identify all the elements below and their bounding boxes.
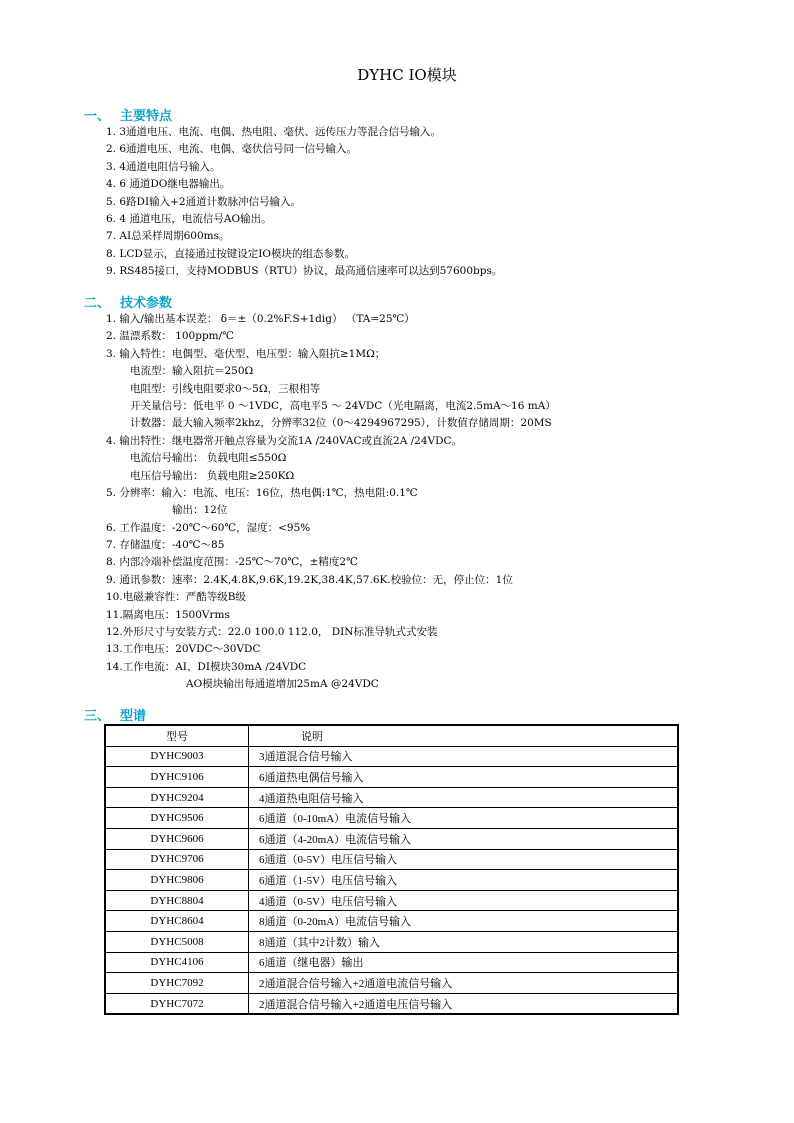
tech-param-line: 电流型：输入阻抗＝250Ω xyxy=(130,365,254,378)
tech-param-line: 2. 温漂系数： 100ppm/℃ xyxy=(106,330,234,343)
section-label: 主要特点 xyxy=(120,109,173,124)
tech-param-line: 7. 存储温度：-40℃～85 xyxy=(106,539,225,552)
table-header-row xyxy=(105,725,678,746)
feature-item: 1. 3通道电压、电流、电偶、热电阻、毫伏、远传压力等混合信号输入。 xyxy=(106,126,442,138)
section-number: 二、 xyxy=(84,296,111,311)
tech-param-line: 4. 输出特性：继电器常开触点容量为交流1A /240VAC或直流2A /24VDC。 xyxy=(106,434,463,447)
description-cell: 6通道（0-5V）电压信号输入 xyxy=(249,849,679,870)
table-row xyxy=(105,787,678,808)
tech-param-line: 8. 内部冷端补偿温度范围：-25℃～70℃，±精度2℃ xyxy=(106,556,358,569)
tech-params-list xyxy=(106,311,556,694)
model-cell: DYHC8804 xyxy=(105,890,249,911)
table-row xyxy=(105,973,678,994)
table-row xyxy=(105,828,678,849)
table-row xyxy=(105,808,678,829)
table-row xyxy=(105,767,678,788)
model-cell: DYHC9106 xyxy=(105,767,249,788)
tech-param-line: 电压信号输出： 负载电阻≥250KΩ xyxy=(130,469,295,482)
feature-item: 2. 6通道电压、电流、电偶、毫伏信号同一信号输入。 xyxy=(106,143,358,156)
tech-param-line: 开关量信号：低电平 0 ～1VDC，高电平5 ～ 24VDC（光电隔离，电流2.5mA～16 mA） xyxy=(130,399,556,412)
description-cell: 4通道热电阻信号输入 xyxy=(249,787,679,808)
model-table xyxy=(104,724,679,1015)
model-cell: DYHC7092 xyxy=(105,973,249,994)
table-row xyxy=(105,746,678,767)
tech-param-line: 11.隔离电压：1500Vrms xyxy=(106,608,230,621)
tech-param-line: 6. 工作温度：-20℃～60℃，湿度：<95% xyxy=(106,521,311,534)
description-cell: 3通道混合信号输入 xyxy=(249,746,679,767)
description-cell: 6通道（1-5V）电压信号输入 xyxy=(249,870,679,891)
model-cell: DYHC9806 xyxy=(105,870,249,891)
feature-item: 4. 6 通道DO继电器输出。 xyxy=(106,178,231,191)
tech-param-line: 电流信号输出： 负载电阻≤550Ω xyxy=(130,452,287,465)
page-title: DYHC IO模块 xyxy=(357,66,457,84)
tech-param-line: AO模块输出每通道增加25mA @24VDC xyxy=(186,678,379,691)
table-row xyxy=(105,849,678,870)
feature-item: 3. 4通道电阻信号输入。 xyxy=(106,160,221,173)
table-row xyxy=(105,931,678,952)
model-cell: DYHC8604 xyxy=(105,911,249,932)
tech-param-line: 9. 通讯参数：速率：2.4K,4.8K,9.6K,19.2K,38.4K,57.6K.校验位：无，停止位：1位 xyxy=(106,573,513,586)
table-row xyxy=(105,952,678,973)
model-cell: DYHC9706 xyxy=(105,849,249,870)
tech-param-line: 5. 分辨率：输入：电流、电压：16位，热电偶:1℃，热电阻:0.1℃ xyxy=(106,486,418,499)
section-number: 三、 xyxy=(84,709,111,724)
feature-item: 5. 6路DI输入+2通道计数脉冲信号输入。 xyxy=(106,195,302,208)
model-cell: DYHC9606 xyxy=(105,828,249,849)
section-heading-models xyxy=(84,705,146,724)
description-cell: 8通道（其中2计数）输入 xyxy=(249,931,679,952)
section-heading-features xyxy=(84,105,172,124)
description-cell: 2通道混合信号输入+2通道电压信号输入 xyxy=(249,993,679,1014)
description-cell: 6通道（0-10mA）电流信号输入 xyxy=(249,808,679,829)
table-row xyxy=(105,993,678,1014)
description-cell: 6通道热电偶信号输入 xyxy=(249,767,679,788)
model-cell: DYHC5008 xyxy=(105,931,249,952)
tech-param-line: 计数器：最大输入频率2khz，分辨率32位（0～4294967295），计数值存储周期：20MS xyxy=(130,417,552,430)
feature-item: 8. LCD显示，直接通过按键设定IO模块的组态参数。 xyxy=(106,247,356,260)
features-list xyxy=(106,124,502,281)
model-cell: DYHC7072 xyxy=(105,993,249,1014)
tech-param-line: 1. 输入/输出基本误差： δ＝±（0.2%F.S+1dig） （TA=25℃） xyxy=(106,313,415,325)
table-row xyxy=(105,911,678,932)
section-label: 技术参数 xyxy=(120,296,173,311)
description-cell: 8通道（0-20mA）电流信号输入 xyxy=(249,911,679,932)
description-cell: 4通道（0-5V）电压信号输入 xyxy=(249,890,679,911)
tech-param-line: 14.工作电流：AI、DI模块30mA /24VDC xyxy=(106,660,307,673)
feature-item: 7. AI总采样周期600ms。 xyxy=(106,230,230,243)
description-cell: 2通道混合信号输入+2通道电流信号输入 xyxy=(249,973,679,994)
model-cell: DYHC4106 xyxy=(105,952,249,973)
description-cell: 6通道（4-20mA）电流信号输入 xyxy=(249,828,679,849)
tech-param-line: 12.外形尺寸与安装方式：22.0 100.0 112.0， DIN标准导轨式式安装 xyxy=(106,626,438,639)
tech-param-line: 输出：12位 xyxy=(172,504,228,517)
model-cell: DYHC9003 xyxy=(105,746,249,767)
table-row xyxy=(105,870,678,891)
section-number: 一、 xyxy=(84,109,111,124)
tech-param-line: 10.电磁兼容性：严酷等级B级 xyxy=(106,591,246,604)
header-model: 型号 xyxy=(105,725,249,746)
section-heading-tech-params xyxy=(84,292,172,311)
table-row xyxy=(105,890,678,911)
tech-param-line: 3. 输入特性：电偶型、毫伏型、电压型：输入阻抗≥1MΩ； xyxy=(106,347,386,360)
model-cell: DYHC9506 xyxy=(105,808,249,829)
model-cell: DYHC9204 xyxy=(105,787,249,808)
header-description: 说明 xyxy=(249,725,679,746)
tech-param-line: 电阻型：引线电阻要求0～5Ω，三根相等 xyxy=(130,382,321,395)
tech-param-line: 13.工作电压：20VDC～30VDC xyxy=(106,643,261,656)
description-cell: 6通道（继电器）输出 xyxy=(249,952,679,973)
feature-item: 6. 4 通道电压，电流信号AO输出。 xyxy=(106,212,272,225)
feature-item: 9. RS485接口，支持MODBUS（RTU）协议，最高通信速率可以达到57600bps。 xyxy=(106,265,503,278)
section-label: 型谱 xyxy=(120,709,147,724)
